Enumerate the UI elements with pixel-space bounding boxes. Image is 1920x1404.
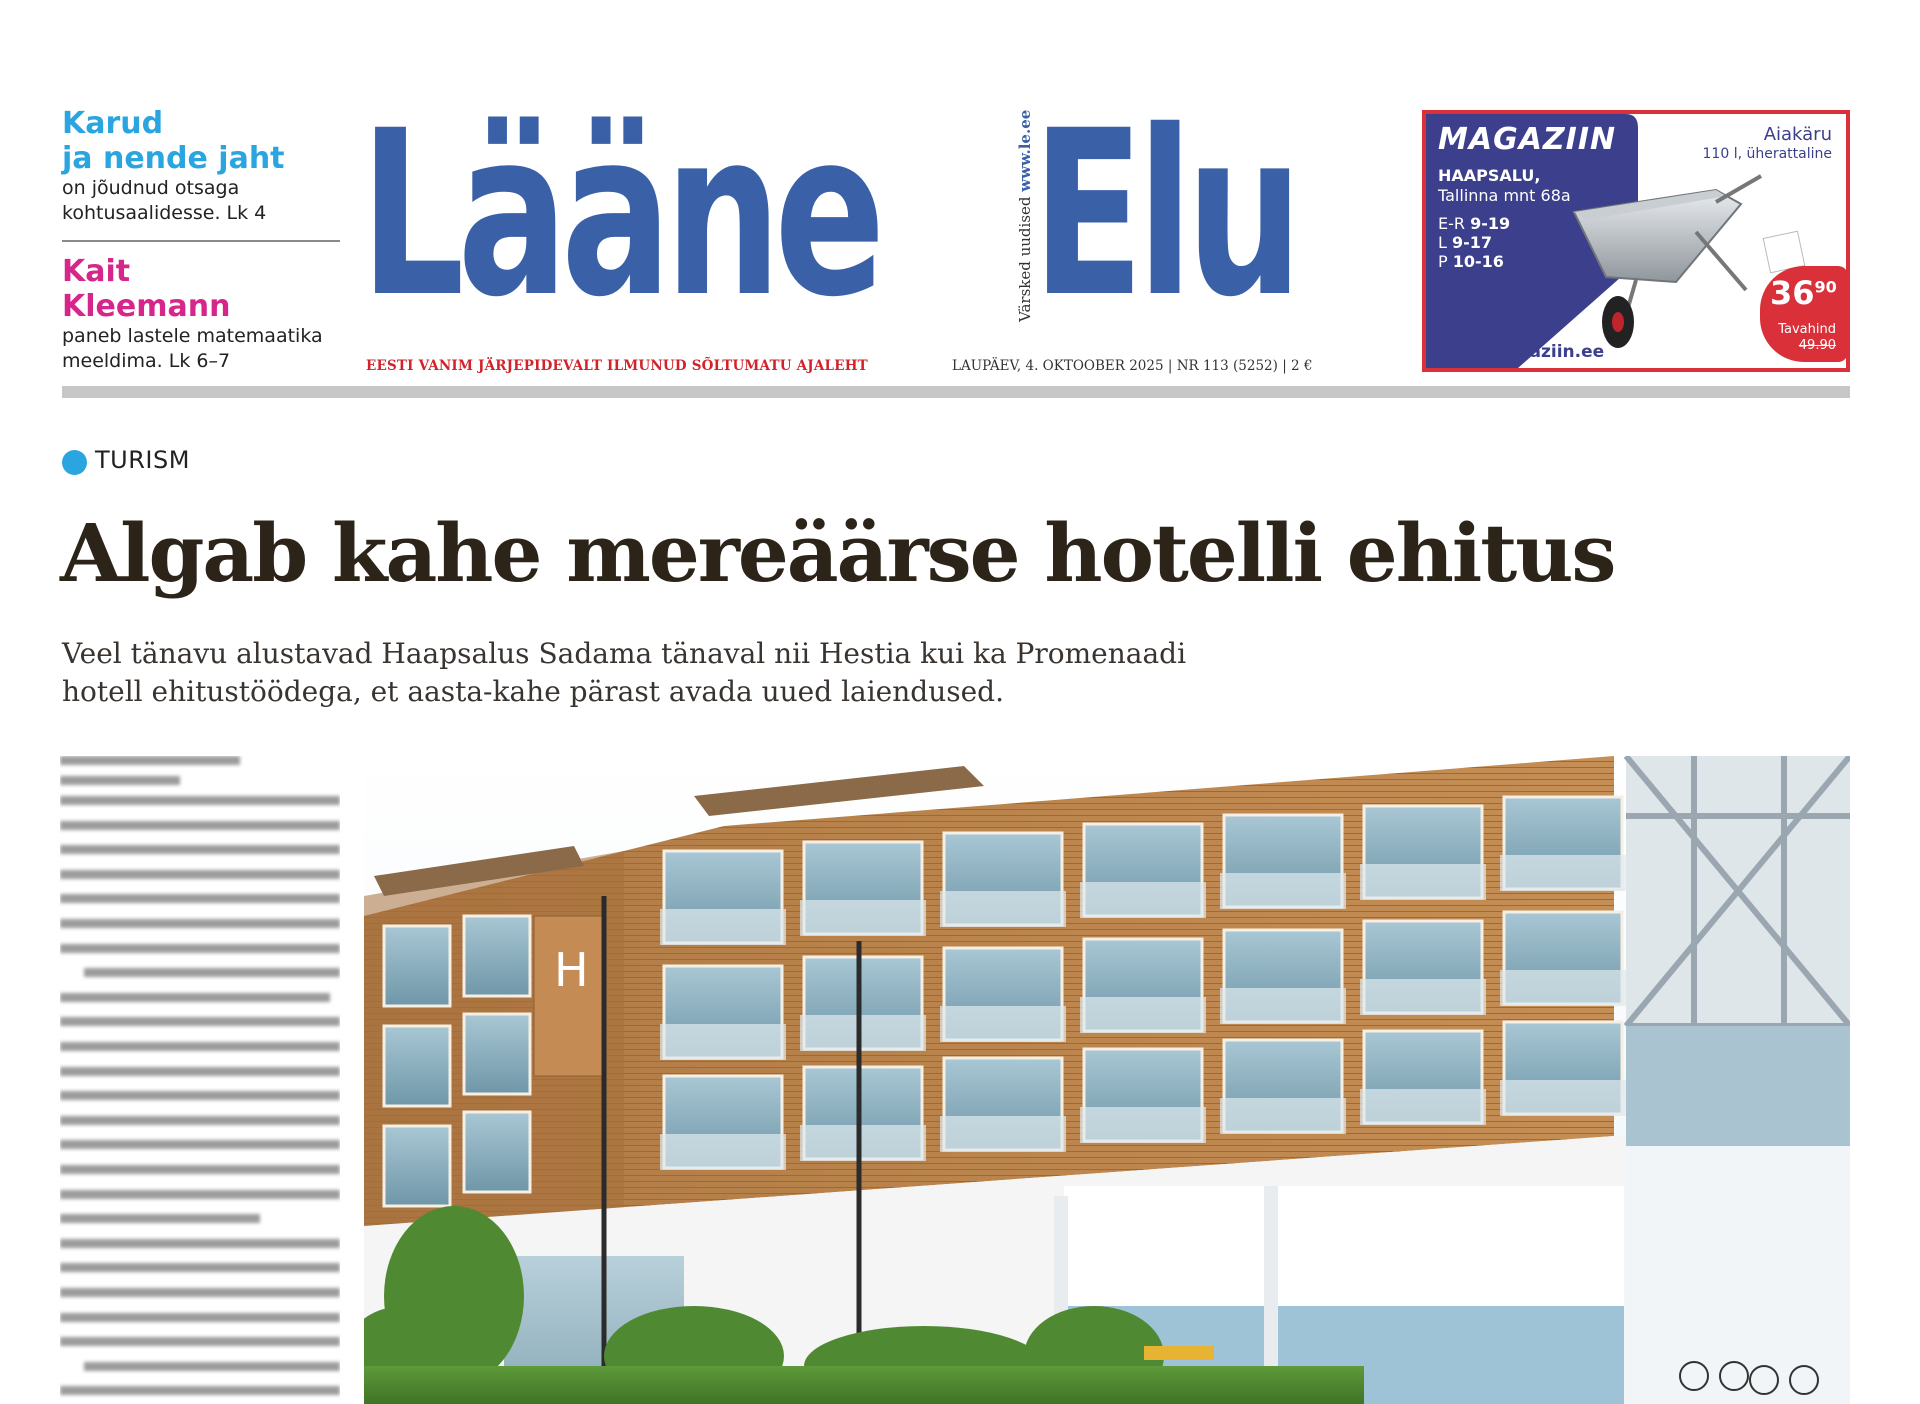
blurred-text-line [60, 756, 240, 765]
hotel-balcony [940, 1006, 1066, 1042]
blurred-text-line [60, 1239, 340, 1248]
hotel-balcony [660, 909, 786, 945]
teaser-kleemann[interactable] [62, 254, 342, 374]
hotel-balcony [800, 1015, 926, 1051]
blurred-text-line [60, 894, 340, 903]
header-rule [62, 386, 1850, 398]
kicker-label: TURISM [95, 446, 190, 474]
hotel-balcony [940, 891, 1066, 927]
kicker-dot [62, 450, 87, 475]
ad-regular-label: Tavahind [1778, 322, 1836, 337]
ad-hours-row: P 10-16 [1438, 252, 1504, 271]
blurred-text-line [60, 1190, 340, 1199]
blurred-text-line [60, 821, 340, 830]
blurred-text-line [60, 845, 340, 854]
masthead-issue-info: LAUPÄEV, 4. OKTOOBER 2025 | NR 113 (5252) | 2 € [952, 358, 1313, 374]
hotel-balcony [1080, 882, 1206, 918]
hotel-window [384, 926, 450, 1006]
hotel-window [464, 916, 530, 996]
ad-url[interactable]: pood.magaziin.ee [1434, 342, 1605, 362]
teaser-kleemann-title-1: Kait [62, 254, 131, 289]
hotel-balcony [1220, 1098, 1346, 1134]
hotel-balcony [800, 900, 926, 936]
blurred-text-line [60, 1140, 340, 1149]
blurred-text-line [60, 1042, 340, 1051]
vertical-url: www.le.ee [1016, 109, 1034, 192]
hotel-balcony [1220, 873, 1346, 909]
blurred-text-line [60, 919, 340, 928]
teaser-kleemann-title-2: Kleemann [62, 289, 231, 324]
blurred-text-line [60, 1165, 340, 1174]
blurred-text-line [60, 1067, 340, 1076]
teaser-bears-title-2: ja nende jaht [62, 141, 285, 176]
teaser-divider [62, 240, 340, 242]
ad-hours [1438, 214, 1510, 271]
masthead-tagline: EESTI VANIM JÄRJEPIDEVALT ILMUNUD SÕLTUMATU AJALEHT [366, 358, 868, 374]
hotel-balcony [1220, 988, 1346, 1024]
hotel-balcony [1360, 979, 1486, 1015]
masthead-word-elu: Elu [1032, 81, 1296, 347]
svg-text:H: H [554, 943, 589, 997]
blurred-text-line [60, 1091, 340, 1100]
teaser-bears-sub-1: on jõudnud otsaga [62, 177, 240, 199]
ad-price: $36^{90}$ [1770, 274, 1837, 312]
blurred-text-line [60, 1337, 340, 1346]
ad-hours-row: L 9-17 [1438, 233, 1493, 252]
hotel-balcony [1500, 855, 1626, 891]
hotel-balcony [1080, 997, 1206, 1033]
ad-city: HAAPSALU, [1438, 166, 1541, 185]
ad-address: Tallinna mnt 68a [1438, 186, 1571, 205]
blurred-text-line [60, 1116, 340, 1125]
teaser-kleemann-sub-1: paneb lastele matemaatika [62, 325, 323, 347]
ad-hours-row: E-R 9-19 [1438, 214, 1511, 233]
blurred-text-line [60, 1386, 340, 1395]
wheelbarrow-image [1566, 172, 1766, 352]
ad-product-name: Aiakäru [1763, 124, 1832, 145]
hotel-window [384, 1026, 450, 1106]
hotel-balcony [800, 1125, 926, 1161]
hotel-balcony [1360, 1089, 1486, 1125]
hotel-window [464, 1112, 530, 1192]
hotel-window [464, 1014, 530, 1094]
ad-regular-price: 49.90 [1798, 338, 1836, 353]
vertical-label: Värsked uudised [1016, 191, 1034, 322]
blurred-text-line [60, 776, 180, 785]
masthead [360, 81, 1340, 378]
article-headline[interactable]: Algab kahe mereäärse hotelli ehitus [60, 506, 1615, 600]
blurred-text-line [84, 1362, 340, 1371]
ad-product-desc: 110 l, üherattaline [1702, 146, 1832, 162]
magaziin-ad[interactable] [1422, 110, 1850, 372]
masthead-word-laane: Lääne [360, 81, 879, 347]
blurred-text-line [60, 870, 340, 879]
article-lead: Veel tänavu alustavad Haapsalus Sadama tänaval nii Hestia kui ka Promenaadi hotell ehitustöödega, et aasta-kahe pärast avada uued laiendused. [62, 637, 1187, 708]
hotel-balcony [940, 1116, 1066, 1152]
teaser-bears-title-1: Karud [62, 106, 164, 141]
blurred-text-line [60, 1214, 260, 1223]
blurred-text-line [60, 1288, 340, 1297]
hotel-balcony [660, 1024, 786, 1060]
blurred-text-line [60, 796, 340, 805]
teaser-kleemann-sub-2: meeldima. Lk 6–7 [62, 350, 231, 372]
article-body-blurred [60, 756, 340, 1404]
blurred-text-line [60, 1263, 340, 1272]
hotel-rendering-image[interactable] [364, 756, 1850, 1404]
hotel-balcony [1360, 864, 1486, 900]
hotel-balcony [660, 1134, 786, 1170]
hotel-balcony [1080, 1107, 1206, 1143]
blurred-text-line [60, 1017, 340, 1026]
blurred-text-line [60, 944, 340, 953]
hotel-balcony [1500, 970, 1626, 1006]
blurred-text-line [60, 993, 330, 1002]
ad-logo: MAGAZIIN [1438, 122, 1617, 157]
hotel-window [384, 1126, 450, 1206]
hotel-balcony [1500, 1080, 1626, 1116]
teaser-bears[interactable] [62, 106, 342, 226]
teaser-bears-sub-2: kohtusaalidesse. Lk 4 [62, 202, 267, 224]
blurred-text-line [84, 968, 340, 977]
blurred-text-line [60, 1313, 340, 1322]
